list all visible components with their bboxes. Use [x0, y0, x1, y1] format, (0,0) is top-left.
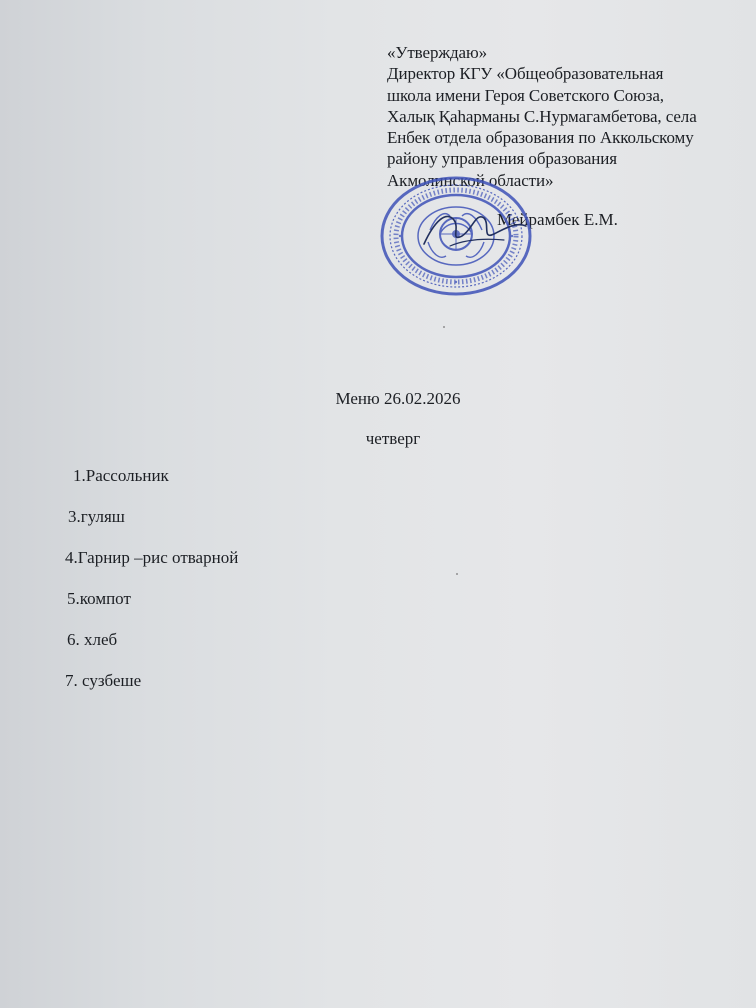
- menu-weekday: четверг: [365, 429, 421, 448]
- approval-line: школа имени Героя Советского Союза,: [387, 85, 664, 105]
- approval-line: Енбек отдела образования по Аккольскому: [387, 128, 694, 148]
- menu-item: 7. сузбеше: [65, 671, 142, 690]
- menu-title: Меню 26.02.2026: [335, 389, 461, 408]
- menu-item: 5.компот: [67, 589, 131, 608]
- menu-item: 6. хлеб: [67, 630, 118, 649]
- approval-heading: «Утверждаю»: [387, 43, 487, 62]
- approval-line: Халық Қаһарманы С.Нурмагамбетова, села: [387, 106, 697, 126]
- approval-line: Акмолинской области»: [387, 170, 554, 190]
- menu-item: 1.Рассольник: [73, 466, 169, 485]
- paper-speck: [443, 326, 445, 328]
- signatory-name: Мейрамбек Е.М.: [497, 210, 618, 229]
- menu-item: 3.гуляш: [68, 507, 125, 526]
- paper-speck: [456, 573, 458, 575]
- approval-block: [387, 42, 747, 191]
- approval-line: району управления образования: [387, 149, 618, 169]
- menu-item: 4.Гарнир –рис отварной: [65, 548, 239, 567]
- handwritten-signature-icon: [420, 200, 530, 255]
- approval-line: Директор КГУ «Общеобразовательная: [387, 64, 664, 84]
